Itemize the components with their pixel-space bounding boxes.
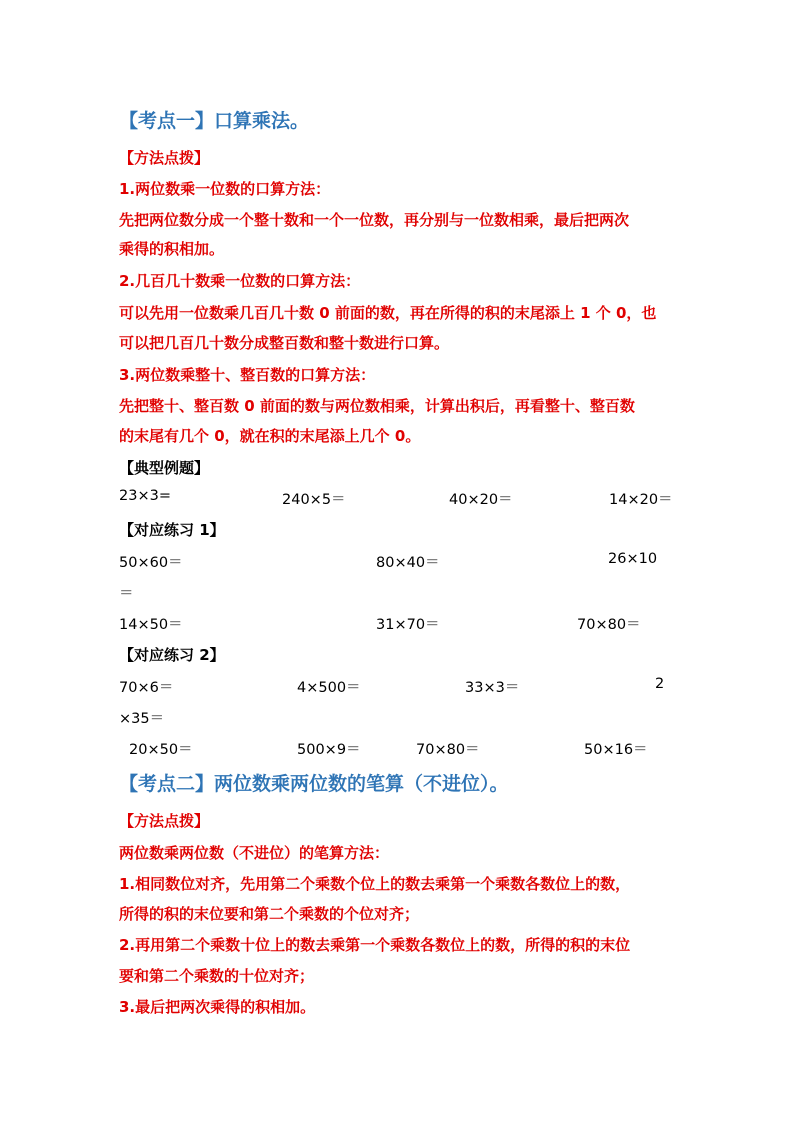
- practice2-item: 2: [655, 676, 665, 692]
- practice1-item: 26×10: [608, 551, 658, 567]
- practice1-item: 14×50＝: [119, 617, 183, 633]
- section1-heading: 【考点一】口算乘法。: [119, 110, 310, 132]
- section2-intro: 两位数乘两位数（不进位）的笔算方法：: [119, 844, 390, 862]
- rule2-title: 2.几百几十数乘一位数的口算方法：: [119, 272, 361, 290]
- step1-line1: 1.相同数位对齐，先用第二个乘数个位上的数去乘第一个乘数各数位上的数，: [119, 875, 631, 893]
- practice1-item: 50×60＝: [119, 555, 183, 571]
- example-item: 23×3=: [119, 488, 171, 504]
- rule2-text-line1: 可以先用一位数乘几百几十数 0 前面的数，再在所得的积的末尾添上 1 个 0，也: [119, 304, 657, 322]
- step3: 3.最后把两次乘得的积相加。: [119, 998, 316, 1016]
- step1-line2: 所得的积的末位要和第二个乘数的个位对齐；: [119, 905, 420, 923]
- rule1-text-line2: 乘得的积相加。: [119, 240, 225, 258]
- rule1-title: 1.两位数乘一位数的口算方法：: [119, 180, 331, 198]
- rule1-text-line1: 先把两位数分成一个整十数和一个一位数，再分别与一位数相乘，最后把两次: [119, 211, 630, 229]
- practice2-item: 50×16＝: [584, 742, 648, 758]
- section2-method-label: 【方法点拨】: [119, 812, 210, 830]
- step2-line1: 2.再用第二个乘数十位上的数去乘第一个乘数各数位上的数，所得的积的末位: [119, 936, 631, 954]
- practice2-item: 4×500＝: [297, 680, 361, 696]
- step2-line2: 要和第二个乘数的十位对齐；: [119, 967, 315, 985]
- practice1-wrap: ＝: [119, 586, 134, 602]
- practice1-item: 80×40＝: [376, 555, 440, 571]
- rule3-text-line1: 先把整十、整百数 0 前面的数与两位数相乘，计算出积后，再看整十、整百数: [119, 397, 635, 415]
- example-label: 【典型例题】: [119, 459, 210, 477]
- section1-method-label: 【方法点拨】: [119, 149, 210, 167]
- rule3-text-line2: 的末尾有几个 0，就在积的末尾添上几个 0。: [119, 427, 421, 445]
- practice2-item: 70×6＝: [119, 680, 174, 696]
- practice2-item: 20×50＝: [129, 742, 193, 758]
- practice2-item: 70×80＝: [416, 742, 480, 758]
- practice2-wrap: ×35＝: [119, 711, 165, 727]
- example-item: 14×20＝: [609, 492, 673, 508]
- practice1-label: 【对应练习 1】: [119, 521, 225, 539]
- rule2-text-line2: 可以把几百几十数分成整百数和整十数进行口算。: [119, 334, 450, 352]
- example-item: 240×5＝: [282, 492, 346, 508]
- practice1-item: 31×70＝: [376, 617, 440, 633]
- practice1-item: 70×80＝: [577, 617, 641, 633]
- section2-heading: 【考点二】两位数乘两位数的笔算（不进位）。: [119, 773, 509, 795]
- rule3-title: 3.两位数乘整十、整百数的口算方法：: [119, 366, 376, 384]
- practice2-label: 【对应练习 2】: [119, 646, 225, 664]
- practice2-item: 33×3＝: [465, 680, 520, 696]
- practice2-item: 500×9＝: [297, 742, 361, 758]
- example-item: 40×20＝: [449, 492, 513, 508]
